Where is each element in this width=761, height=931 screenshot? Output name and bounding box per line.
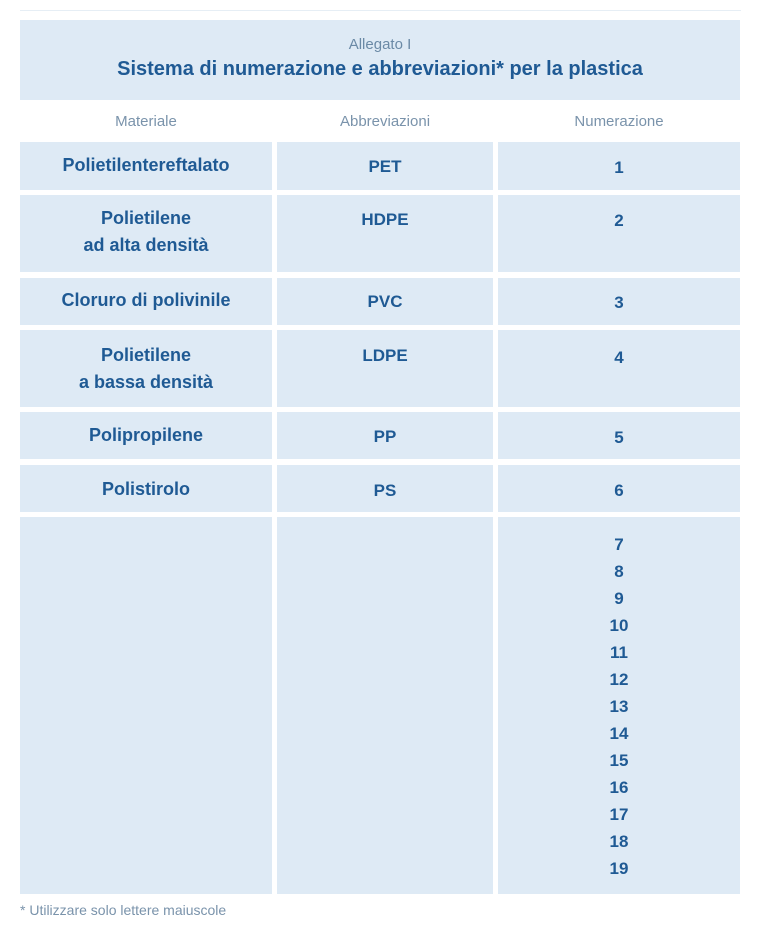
number: 14	[609, 724, 629, 743]
material-cell	[20, 412, 272, 459]
column-header-material: Materiale	[115, 113, 177, 130]
abbreviation: LDPE	[362, 346, 408, 365]
number: 9	[614, 589, 624, 608]
material-cell	[20, 142, 272, 190]
number: 6	[614, 481, 624, 500]
number: 3	[614, 293, 624, 312]
number: 1	[614, 158, 624, 177]
number-cell	[498, 330, 740, 407]
abbreviation-cell	[277, 195, 493, 272]
abbreviation-cell	[277, 412, 493, 459]
number-cell	[498, 195, 740, 272]
material-name-line2: ad alta densità	[83, 235, 209, 255]
material-cell	[20, 278, 272, 325]
abbreviation: PVC	[367, 292, 403, 311]
number: 18	[609, 832, 629, 851]
material-cell	[20, 465, 272, 512]
material-cell-empty	[20, 517, 272, 894]
abbreviation-cell-empty	[277, 517, 493, 894]
abbreviation: HDPE	[361, 210, 409, 229]
number: 5	[614, 428, 624, 447]
abbreviation-cell	[277, 465, 493, 512]
table-header	[20, 20, 740, 100]
material-name: Polipropilene	[88, 425, 203, 445]
number: 11	[610, 643, 628, 662]
number: 10	[609, 616, 629, 635]
number-list-cell	[498, 517, 740, 894]
material-name-line2: a bassa densità	[78, 372, 214, 392]
abbreviation: PP	[373, 427, 397, 446]
footnote: * Utilizzare solo lettere maiuscole	[20, 902, 227, 918]
column-header-abbreviation: Abbreviazioni	[339, 113, 431, 130]
material-cell	[20, 195, 272, 272]
top-divider	[20, 10, 741, 11]
abbreviation-cell	[277, 142, 493, 190]
material-name: Polistirolo	[101, 479, 190, 499]
material-cell	[20, 330, 272, 407]
table-title: Sistema di numerazione e abbreviazioni* per la plastica	[117, 58, 643, 80]
abbreviation: PET	[368, 157, 402, 176]
number: 19	[609, 859, 629, 878]
number-cell	[498, 278, 740, 325]
material-name: Polietilene	[100, 345, 192, 365]
number: 13	[609, 697, 629, 716]
number-cell	[498, 412, 740, 459]
number-cell	[498, 465, 740, 512]
number: 17	[609, 805, 629, 824]
number: 4	[614, 348, 624, 367]
material-name: Cloruro di polivinile	[61, 290, 231, 310]
abbreviation: PS	[373, 481, 397, 500]
annex-label: Allegato I	[348, 36, 412, 53]
material-name: Polietilentereftalato	[62, 155, 230, 175]
material-name: Polietilene	[100, 208, 192, 228]
number: 2	[614, 211, 624, 230]
number: 12	[609, 670, 629, 689]
column-header-number: Numerazione	[574, 113, 664, 130]
number-list	[498, 531, 740, 882]
number-cell	[498, 142, 740, 190]
number: 8	[614, 562, 624, 581]
abbreviation-cell	[277, 278, 493, 325]
number: 16	[609, 778, 629, 797]
abbreviation-cell	[277, 330, 493, 407]
number: 7	[614, 535, 624, 554]
number: 15	[609, 751, 629, 770]
